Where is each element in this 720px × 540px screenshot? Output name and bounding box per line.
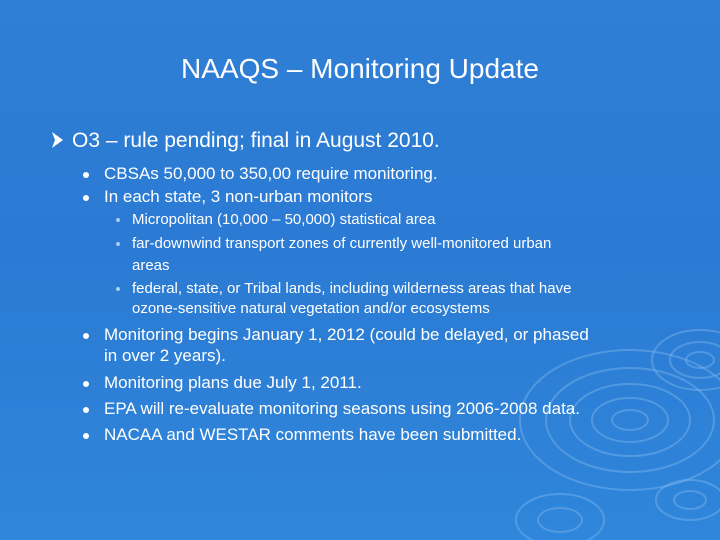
sub-bullet: EPA will re-evaluate monitoring seasons using 2006-2008 data. <box>104 399 580 418</box>
sub-bullet: CBSAs 50,000 to 350,00 require monitoring. <box>104 164 438 183</box>
small-dot-bullet-icon <box>116 287 120 291</box>
sub-bullet: NACAA and WESTAR comments have been submitted. <box>104 425 522 444</box>
sub-sub-bullet-continuation: areas <box>132 257 170 274</box>
round-bullet-icon <box>83 172 89 178</box>
sub-bullet: Monitoring plans due July 1, 2011. <box>104 373 362 392</box>
sub-bullet-continuation: in over 2 years). <box>104 346 226 365</box>
main-bullet: O3 – rule pending; final in August 2010. <box>72 129 440 152</box>
sub-sub-bullet: Micropolitan (10,000 – 50,000) statistical area <box>132 211 436 228</box>
sub-sub-bullet: far-downwind transport zones of currently well-monitored urban <box>132 235 552 252</box>
sub-bullet: In each state, 3 non-urban monitors <box>104 187 373 206</box>
sub-sub-bullet-continuation: ozone-sensitive natural vegetation and/or ecosystems <box>132 300 490 317</box>
round-bullet-icon <box>83 433 89 439</box>
sub-sub-bullet: federal, state, or Tribal lands, including wilderness areas that have <box>132 280 572 297</box>
round-bullet-icon <box>83 195 89 201</box>
small-dot-bullet-icon <box>116 242 120 246</box>
small-dot-bullet-icon <box>116 218 120 222</box>
round-bullet-icon <box>83 381 89 387</box>
slide-title: NAAQS – Monitoring Update <box>181 53 539 84</box>
round-bullet-icon <box>83 333 89 339</box>
arrowhead-bullet-icon <box>51 130 65 150</box>
round-bullet-icon <box>83 407 89 413</box>
sub-bullet: Monitoring begins January 1, 2012 (could be delayed, or phased <box>104 325 589 344</box>
